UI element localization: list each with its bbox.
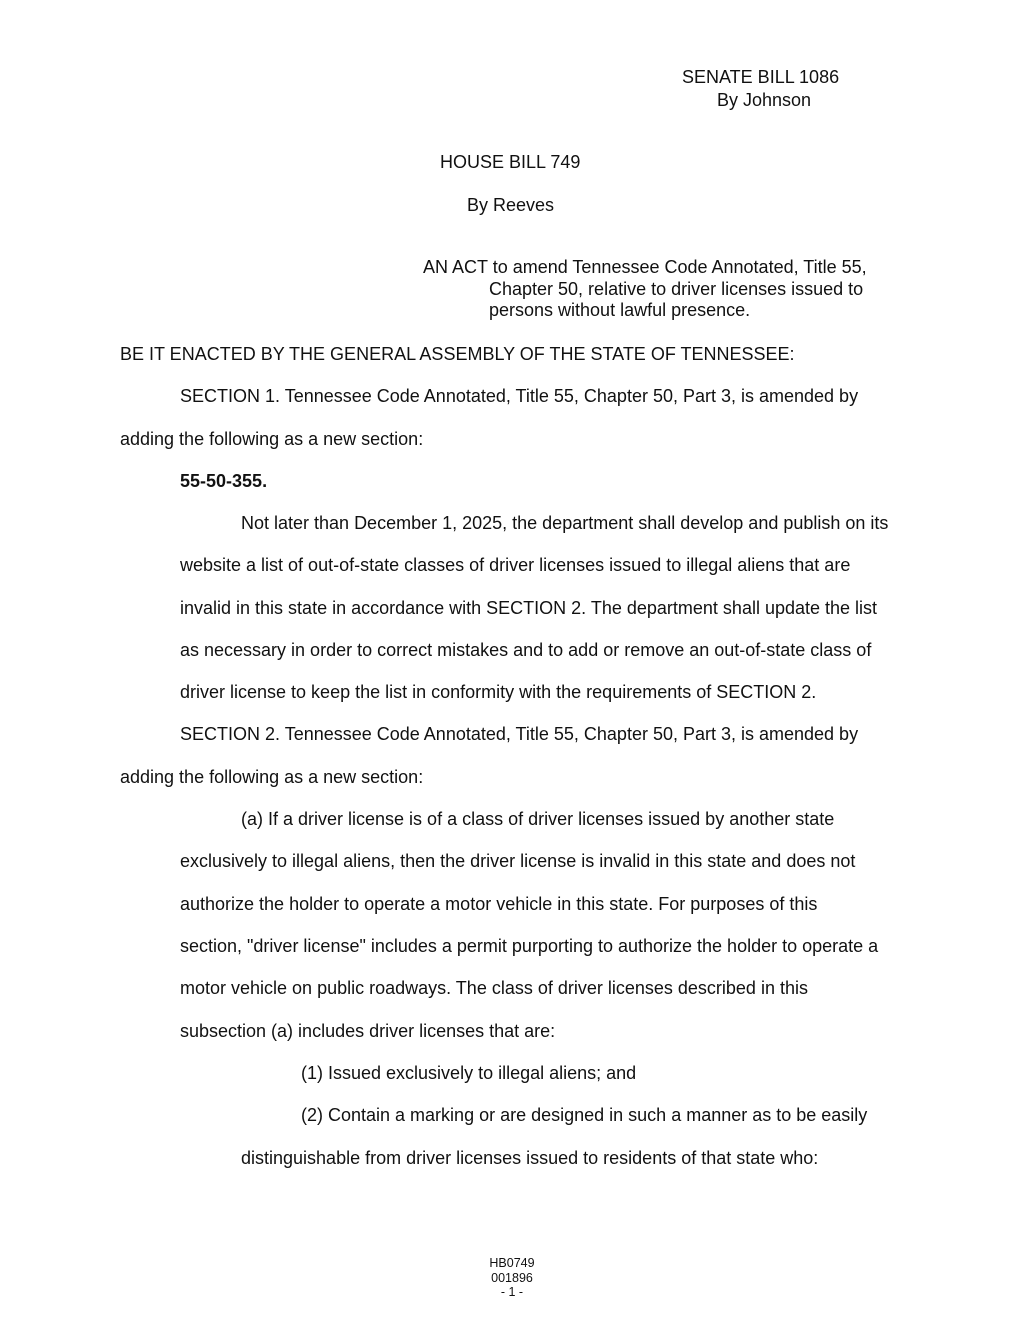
bill-caption bbox=[423, 257, 867, 322]
section2-heading-cont: adding the following as a new section: bbox=[120, 767, 424, 787]
subsection-a-line: authorize the holder to operate a motor vehicle in this state. For purposes of this bbox=[180, 894, 818, 914]
page-footer bbox=[462, 1256, 562, 1300]
subsection-a-line: section, "driver license" includes a permit purporting to authorize the holder to operate a bbox=[180, 936, 879, 956]
section1-body-line: as necessary in order to correct mistakes and to add or remove an out-of-state class of bbox=[180, 640, 872, 660]
section1-body-line: invalid in this state in accordance with SECTION 2. The department shall update the list bbox=[180, 598, 878, 618]
section2-heading: SECTION 2. Tennessee Code Annotated, Title 55, Chapter 50, Part 3, is amended by bbox=[180, 724, 859, 744]
footer-doc-number: 001896 bbox=[491, 1270, 533, 1285]
senate-sponsor: By Johnson bbox=[717, 90, 812, 110]
subsection-a-line: motor vehicle on public roadways. The class of driver licenses described in this bbox=[180, 978, 808, 998]
section1-heading: SECTION 1. Tennessee Code Annotated, Title 55, Chapter 50, Part 3, is amended by bbox=[180, 386, 859, 406]
house-sponsor: By Reeves bbox=[467, 195, 555, 215]
section1-body-line: driver license to keep the list in conformity with the requirements of SECTION 2. bbox=[180, 682, 817, 702]
item-2-line: distinguishable from driver licenses issued to residents of that state who: bbox=[241, 1148, 819, 1168]
subsection-a-line: exclusively to illegal aliens, then the driver license is invalid in this state and does not bbox=[180, 851, 856, 871]
page-number: - 1 - bbox=[500, 1285, 524, 1299]
caption-line: AN ACT to amend Tennessee Code Annotated, Title 55, bbox=[423, 257, 867, 277]
section1-body-line: Not later than December 1, 2025, the department shall develop and publish on its bbox=[241, 513, 889, 533]
house-bill-number: HOUSE BILL 749 bbox=[440, 152, 581, 172]
subsection-a-line: (a) If a driver license is of a class of driver licenses issued by another state bbox=[241, 809, 835, 829]
item-2-line: (2) Contain a marking or are designed in such a manner as to be easily bbox=[301, 1105, 868, 1125]
section1-body-line: website a list of out-of-state classes of driver licenses issued to illegal aliens that are bbox=[180, 555, 851, 575]
section1-heading-cont: adding the following as a new section: bbox=[120, 429, 424, 449]
caption-line: persons without lawful presence. bbox=[489, 300, 751, 320]
code-section-number: 55-50-355. bbox=[180, 471, 268, 491]
senate-bill-number: SENATE BILL 1086 bbox=[682, 67, 840, 87]
enacting-clause: BE IT ENACTED BY THE GENERAL ASSEMBLY OF THE STATE OF TENNESSEE: bbox=[120, 344, 795, 364]
senate-bill-header bbox=[682, 66, 862, 112]
footer-bill-code: HB0749 bbox=[489, 1256, 535, 1270]
caption-line: Chapter 50, relative to driver licenses issued to bbox=[489, 278, 864, 299]
item-1: (1) Issued exclusively to illegal aliens; and bbox=[301, 1063, 637, 1083]
subsection-a-line: subsection (a) includes driver licenses that are: bbox=[180, 1021, 556, 1041]
